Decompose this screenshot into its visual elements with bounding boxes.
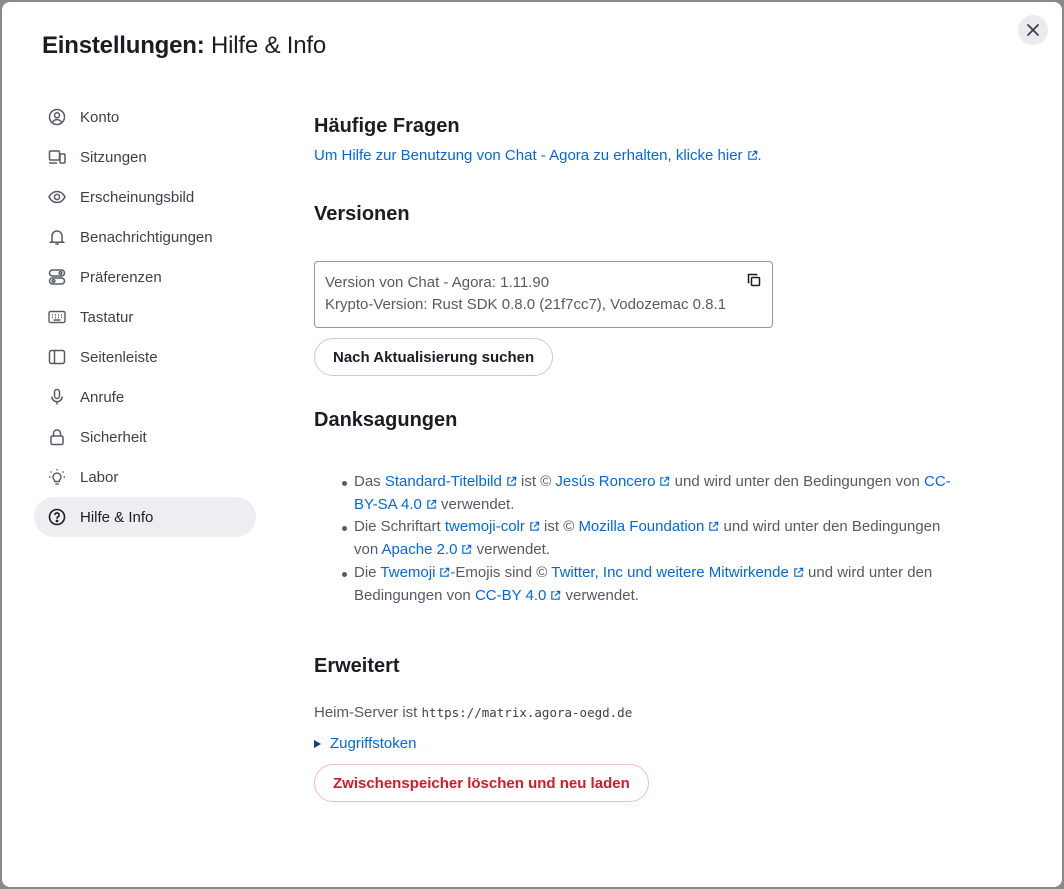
faq-text: Um Hilfe zur Benutzung von Chat - Agora zu erhalten, klicke hier . <box>314 147 762 164</box>
sidebar-item-anrufe[interactable] <box>34 377 256 417</box>
faq-heading: Häufige Fragen <box>314 115 460 137</box>
sidebar-item-label: Tastatur <box>80 308 134 326</box>
sidebar-item-hilfe-info[interactable] <box>34 497 256 537</box>
sidebar-icon <box>48 348 66 366</box>
credit-link-jesus-roncero[interactable]: Jesús Roncero <box>555 473 670 490</box>
sidebar-item-labor[interactable] <box>34 457 256 497</box>
sidebar-item-sicherheit[interactable] <box>34 417 256 457</box>
credit-link-apache[interactable]: Apache 2.0 <box>382 541 473 558</box>
sidebar-item-label: Hilfe & Info <box>80 508 154 526</box>
check-update-button[interactable]: Nach Aktualisierung suchen <box>314 338 553 376</box>
sidebar-item-label: Benachrichtigungen <box>80 228 213 246</box>
sidebar-item-konto[interactable] <box>34 97 256 137</box>
user-circle-icon <box>48 108 66 126</box>
external-link-icon <box>426 499 437 510</box>
dialog-title-sub: Hilfe & Info <box>211 32 327 59</box>
clear-cache-button[interactable]: Zwischenspeicher löschen und neu laden <box>314 764 649 802</box>
settings-sidebar <box>34 97 256 537</box>
eye-icon <box>48 188 66 206</box>
microphone-icon <box>48 388 66 406</box>
disclosure-triangle-icon <box>314 740 321 748</box>
sidebar-item-label: Sitzungen <box>80 148 147 166</box>
version-info-box <box>314 261 773 328</box>
sidebar-item-label: Sicherheit <box>80 428 147 446</box>
access-token-toggle[interactable] <box>314 735 416 752</box>
close-button[interactable] <box>1018 15 1048 45</box>
credit-link-mozilla-foundation[interactable]: Mozilla Foundation <box>578 518 719 535</box>
crypto-version: Krypto-Version: Rust SDK 0.8.0 (21f7cc7), Vodozemac 0.8.1 <box>325 296 727 313</box>
sidebar-item-tastatur[interactable] <box>34 297 256 337</box>
external-link-icon <box>793 567 804 578</box>
dialog-title <box>42 32 326 60</box>
credit-link-cc-by[interactable]: CC-BY 4.0 <box>475 587 561 604</box>
sidebar-item-label: Erscheinungsbild <box>80 188 195 206</box>
credit-link-standard-titelbild[interactable]: Standard-Titelbild <box>385 473 517 490</box>
external-link-icon <box>747 150 758 161</box>
help-icon <box>48 508 66 526</box>
external-link-icon <box>461 544 472 555</box>
credit-link-twemoji-colr[interactable]: twemoji-colr <box>445 518 540 535</box>
sidebar-item-seitenleiste[interactable] <box>34 337 256 377</box>
external-link-icon <box>659 476 670 487</box>
sidebar-item-label: Anrufe <box>80 388 125 406</box>
external-link-icon <box>550 590 561 601</box>
homeserver-label: Heim-Server ist <box>314 704 422 721</box>
devices-icon <box>48 148 66 166</box>
sidebar-item-label: Seitenleiste <box>80 348 158 366</box>
lock-icon <box>48 428 66 446</box>
keyboard-icon <box>48 308 66 326</box>
sidebar-item-label: Konto <box>80 108 120 126</box>
close-icon <box>1026 23 1040 37</box>
sidebar-item-erscheinungsbild[interactable] <box>34 177 256 217</box>
access-token-label: Zugriffstoken <box>330 735 417 752</box>
sidebar-item-label: Labor <box>80 468 119 486</box>
sidebar-item-benachrichtigungen[interactable] <box>34 217 256 257</box>
credit-item-background: Das Standard-Titelbild ist © Jesús Roncero und wird unter den Bedingungen von CC-BY-SA 4.0 verwendet. <box>354 471 954 516</box>
sidebar-item-sitzungen[interactable] <box>34 137 256 177</box>
credit-link-twemoji[interactable]: Twemoji <box>380 564 450 581</box>
bell-icon <box>48 228 66 246</box>
homeserver-info <box>314 704 632 721</box>
credit-link-cc-by-sa[interactable]: CC-BY-SA 4.0 <box>354 473 951 513</box>
external-link-icon <box>506 476 517 487</box>
external-link-icon <box>708 521 719 532</box>
credit-item-emoji: Die Twemoji -Emojis sind © Twitter, Inc und weitere Mitwirkende und wird unter den Bedingungen von CC-BY 4.0 verwendet. <box>354 562 954 607</box>
homeserver-url: https://matrix.agora-oegd.de <box>421 705 633 720</box>
credits-list <box>354 471 954 607</box>
app-version: Version von Chat - Agora: 1.11.90 <box>325 274 550 291</box>
settings-dialog <box>2 2 1062 887</box>
lightbulb-icon <box>48 468 66 486</box>
preferences-icon <box>48 268 66 286</box>
faq-help-link[interactable]: Um Hilfe zur Benutzung von Chat - Agora zu erhalten, klicke hier <box>314 147 758 164</box>
copy-icon[interactable] <box>747 273 761 287</box>
sidebar-item-label: Präferenzen <box>80 268 162 286</box>
versions-heading: Versionen <box>314 203 410 225</box>
external-link-icon <box>439 567 450 578</box>
advanced-heading: Erweitert <box>314 655 400 677</box>
sidebar-item-praeferenzen[interactable] <box>34 257 256 297</box>
dialog-title-main: Einstellungen: <box>42 32 205 59</box>
credit-item-font: Die Schriftart twemoji-colr ist © Mozilla Foundation und wird unter den Bedingungen von Apache 2.0 verwendet. <box>354 516 954 561</box>
external-link-icon <box>529 521 540 532</box>
credits-heading: Danksagungen <box>314 409 458 431</box>
credit-link-twitter[interactable]: Twitter, Inc und weitere Mitwirkende <box>551 564 804 581</box>
